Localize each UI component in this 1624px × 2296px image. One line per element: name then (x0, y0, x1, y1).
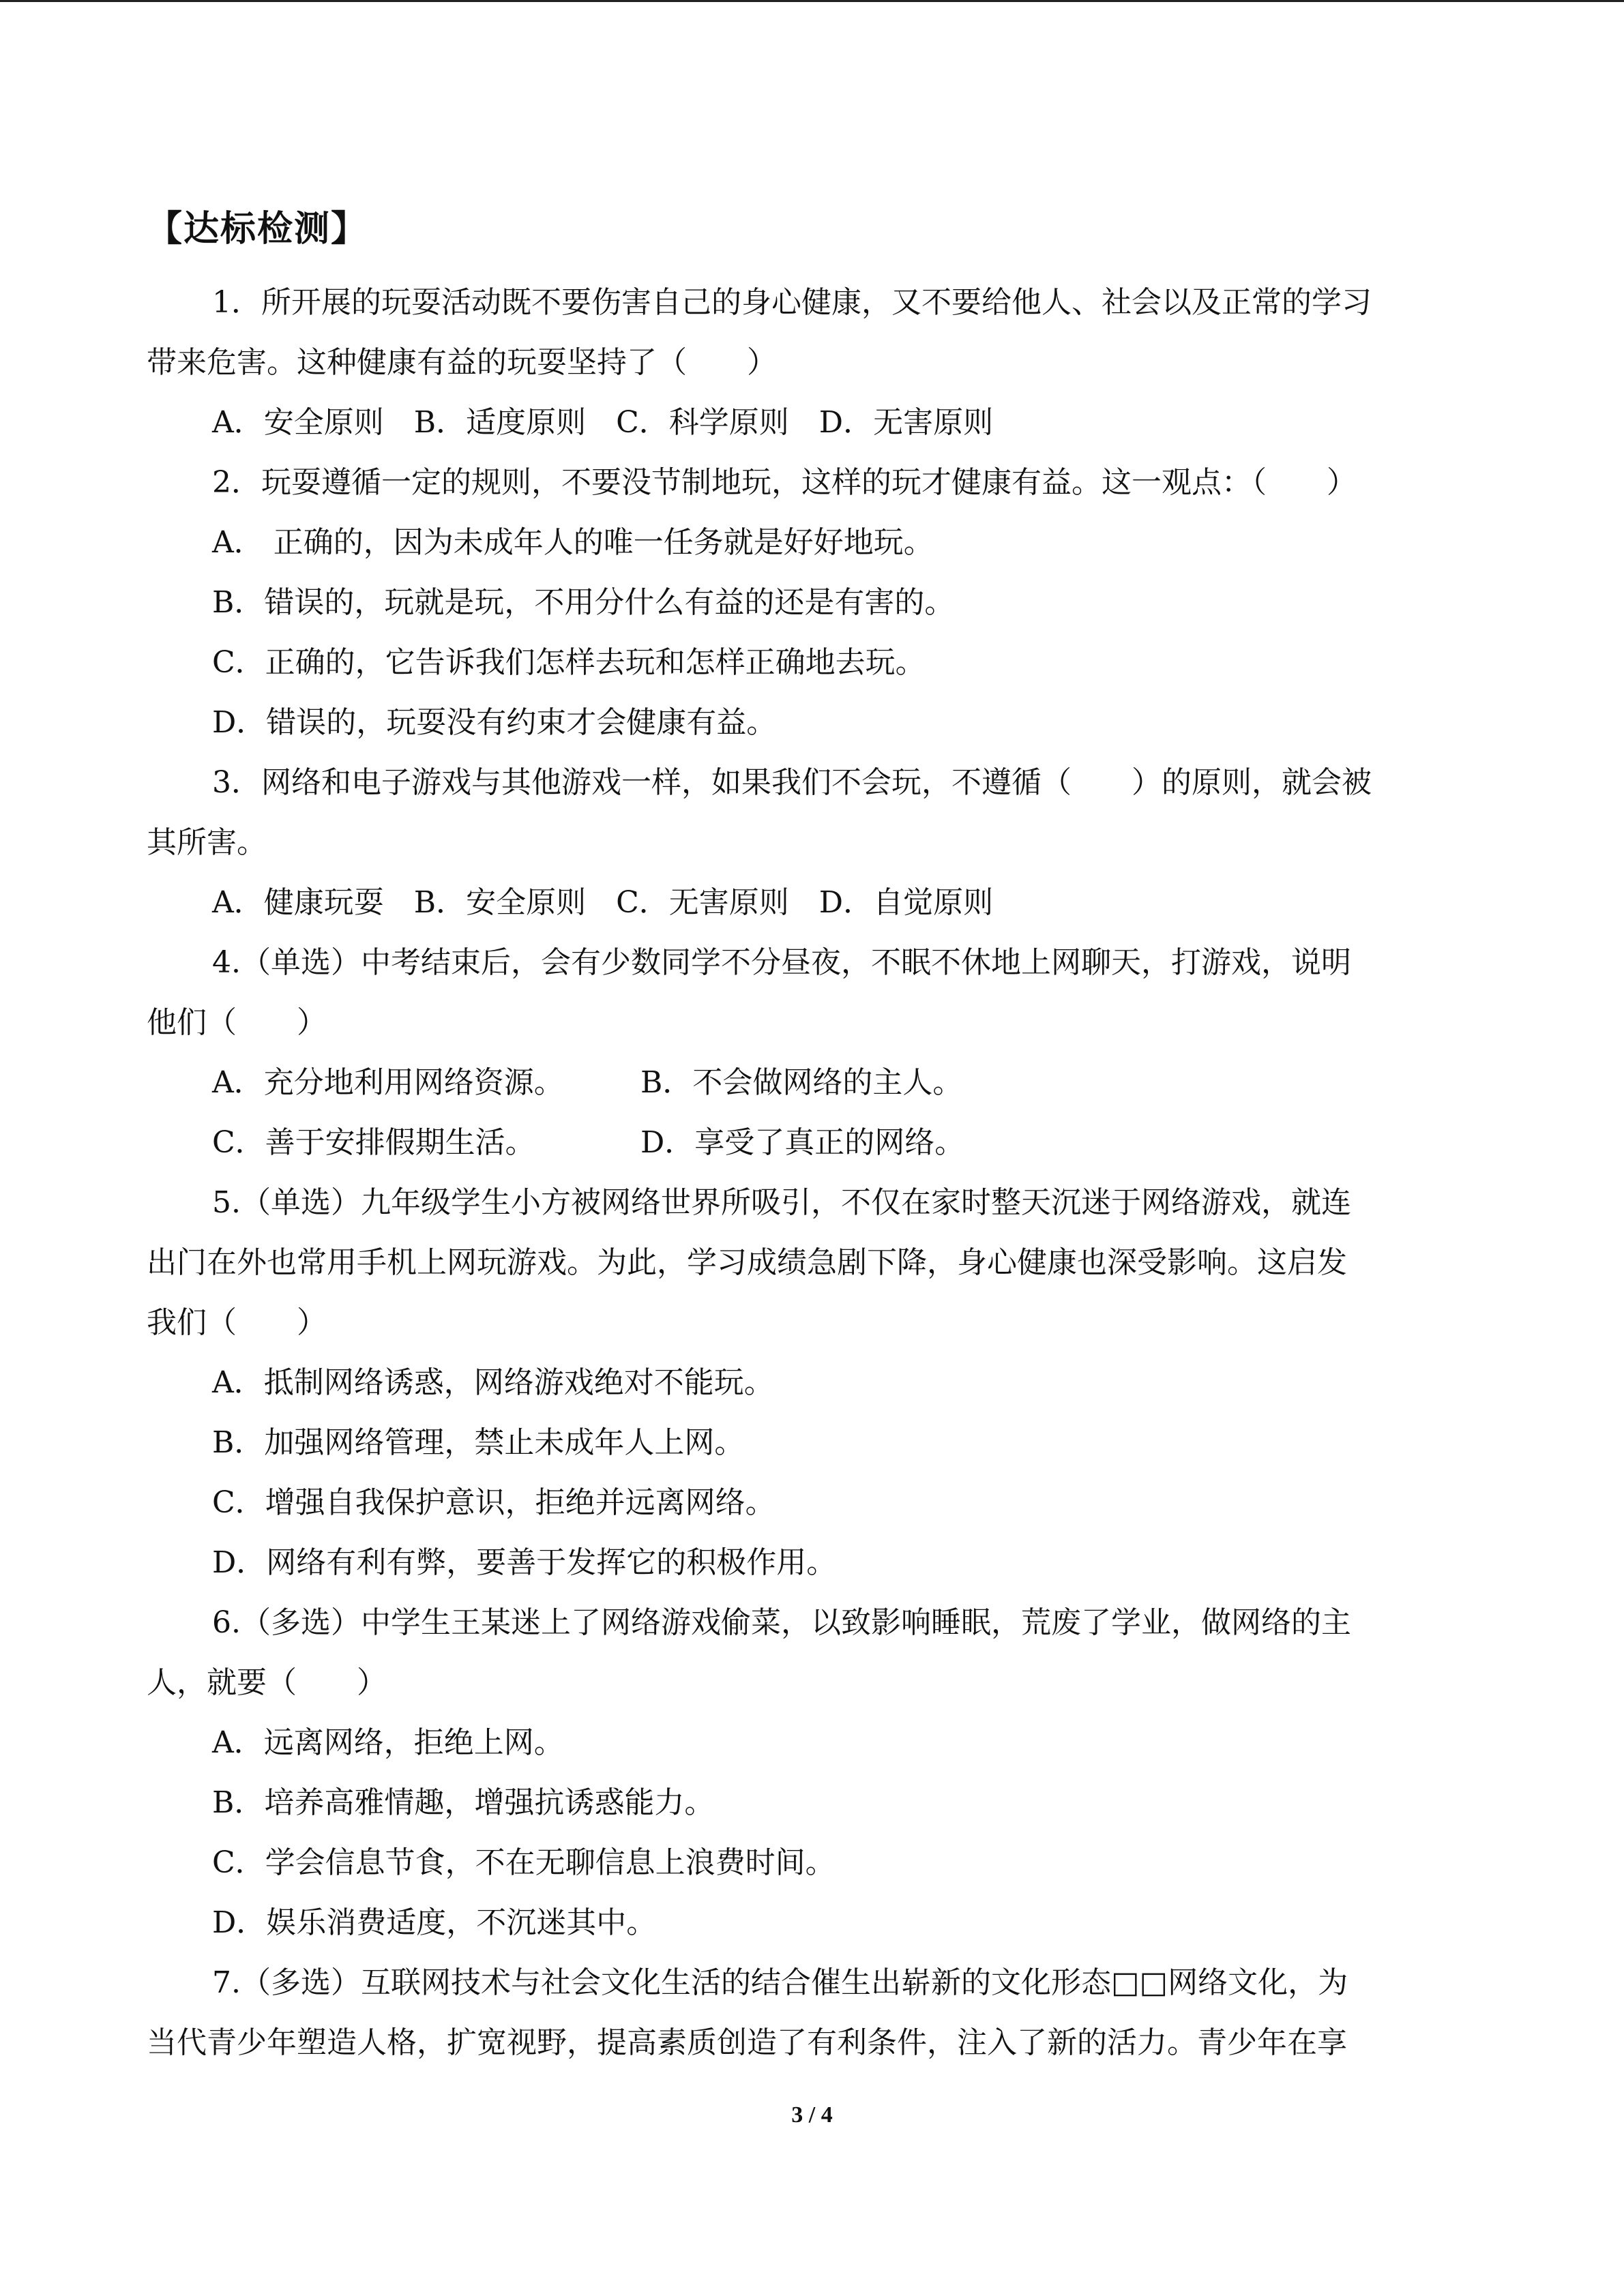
question-1 (147, 273, 1477, 453)
option-d: D．网络有利有弊，要善于发挥它的积极作用。 (212, 1545, 837, 1580)
options-row (147, 873, 1477, 933)
option-c: C．正确的，它告诉我们怎样去玩和怎样正确地去玩。 (212, 645, 926, 680)
option-b: B．适度原则 (413, 405, 587, 440)
option-d: D．无害原则 (818, 405, 994, 440)
option-c: C．科学原则 (616, 405, 789, 440)
question-text-line: 出门在外也常用手机上网玩游戏。为此，学习成绩急剧下降，身心健康也深受影响。这启发 (147, 1245, 1347, 1280)
option-a: A． 正确的，因为未成年人的唯一任务就是好好地玩。 (212, 525, 934, 560)
option-d: D．自觉原则 (818, 885, 994, 920)
question-text-line: 7.（多选）互联网技术与社会文化生活的结合催生出崭新的文化形态□□网络文化，为 (212, 1965, 1348, 2000)
option-a: A．远离网络，拒绝上网。 (212, 1725, 564, 1760)
question-text-line: 我们（ ） (147, 1305, 327, 1340)
question-2 (147, 453, 1477, 753)
question-text-line: 他们（ ） (147, 1005, 327, 1040)
question-text-line: 5.（单选）九年级学生小方被网络世界所吸引，不仅在家时整天沉迷于网络游戏，就连 (212, 1185, 1351, 1220)
option-c: C．无害原则 (616, 885, 789, 920)
question-4 (147, 933, 1477, 1173)
question-3 (147, 753, 1477, 933)
page-number: 3 / 4 (791, 2102, 833, 2128)
options-row (147, 1113, 1477, 1173)
option-c: C．增强自我保护意识，拒绝并远离网络。 (212, 1485, 776, 1520)
option-d: D．错误的，玩耍没有约束才会健康有益。 (212, 705, 777, 740)
option-b: B．加强网络管理，禁止未成年人上网。 (212, 1425, 745, 1460)
question-text-line: 6.（多选）中学生王某迷上了网络游戏偷菜，以致影响睡眠，荒废了学业，做网络的主 (212, 1605, 1351, 1640)
option-a: A．抵制网络诱惑，网络游戏绝对不能玩。 (212, 1365, 774, 1400)
question-7 (147, 1953, 1477, 2073)
question-text-line: 1．所开展的玩耍活动既不要伤害自己的身心健康，又不要给他人、社会以及正常的学习 (212, 285, 1372, 320)
question-5 (147, 1173, 1477, 1593)
question-text-line: 2．玩耍遵循一定的规则，不要没节制地玩，这样的玩才健康有益。这一观点：（ ） (212, 465, 1357, 500)
question-text-line: 其所害。 (147, 825, 267, 860)
option-b: B．错误的，玩就是玩，不用分什么有益的还是有害的。 (212, 585, 955, 620)
question-text-line: 人，就要（ ） (147, 1665, 387, 1700)
option-c: C．学会信息节食，不在无聊信息上浪费时间。 (212, 1845, 836, 1880)
question-text-line: 当代青少年塑造人格，扩宽视野，提高素质创造了有利条件，注入了新的活力。青少年在享 (147, 2025, 1347, 2060)
option-b: B．不会做网络的主人。 (640, 1065, 963, 1100)
option-a: A．充分地利用网络资源。 (212, 1065, 564, 1100)
option-b: B．安全原则 (413, 885, 587, 920)
options-row (147, 393, 1477, 453)
section-title: 【达标检测】 (147, 209, 368, 250)
option-a: A．健康玩耍 (212, 885, 384, 920)
option-a: A．安全原则 (212, 405, 384, 440)
option-b: B．培养高雅情趣，增强抗诱惑能力。 (212, 1785, 715, 1820)
options-row (147, 1053, 1477, 1113)
top-border-line (0, 0, 1624, 2)
worksheet-content (147, 205, 1477, 2073)
option-d: D．享受了真正的网络。 (640, 1125, 965, 1160)
question-text-line: 3．网络和电子游戏与其他游戏一样，如果我们不会玩，不遵循（ ）的原则，就会被 (212, 765, 1372, 800)
option-d: D．娱乐消费适度，不沉迷其中。 (212, 1905, 657, 1940)
option-c: C．善于安排假期生活。 (212, 1125, 535, 1160)
question-6 (147, 1593, 1477, 1953)
question-text-line: 4.（单选）中考结束后，会有少数同学不分昼夜，不眠不休地上网聊天，打游戏，说明 (212, 945, 1351, 980)
question-text-line: 带来危害。这种健康有益的玩耍坚持了（ ） (147, 345, 777, 380)
